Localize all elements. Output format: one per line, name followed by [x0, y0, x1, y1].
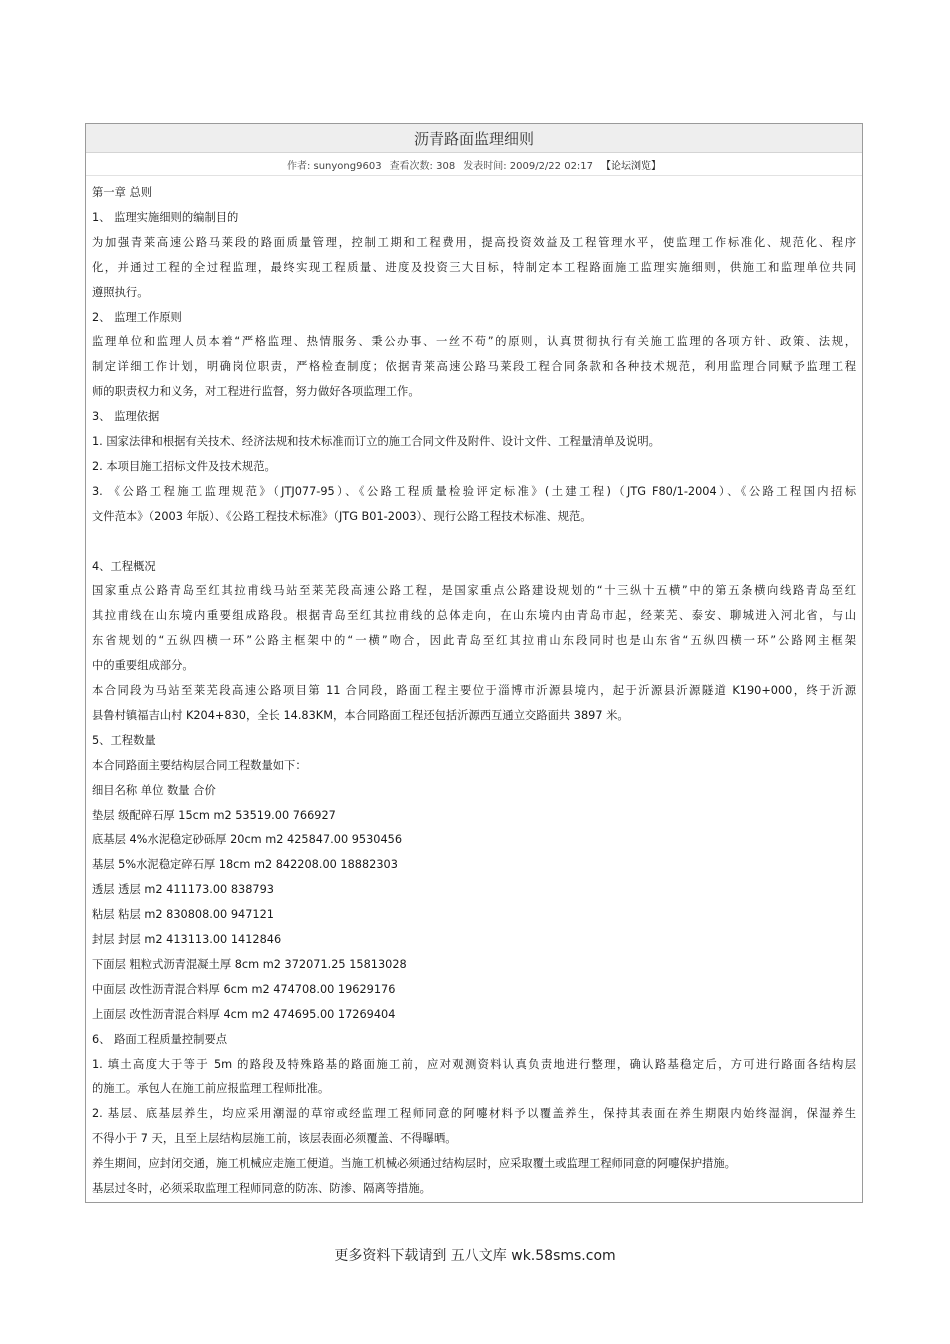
table-row: 透层 透层 m2 411173.00 838793: [92, 883, 274, 897]
text-line: 化，并通过工程的全过程监理，最终实现工程质量、进度及投资三大目标，特制定本工程路面施工监理实施细则，供施工和监理单位共同: [92, 260, 856, 274]
text-line: 1、 监理实施细则的编制目的: [92, 210, 239, 224]
text-line: 东省规划的“五纵四横一环”公路主框架中的“一横”吻合，因此青岛至红其拉甫山东段同时也是山东省“五纵四横一环”公路网主框架: [92, 634, 856, 648]
table-row: 上面层 改性沥青混合料厚 4cm m2 474695.00 17269404: [92, 1007, 396, 1021]
author-label: 作者: sunyong9603: [286, 160, 382, 172]
published-label: 发表时间: 2009/2/22 02:17: [463, 160, 594, 172]
text-line: 1. 填土高度大于等于 5m 的路段及特殊路基的路面施工前，应对观测资料认真负责地进行整理，确认路基稳定后，方可进行路面各结构层: [92, 1057, 856, 1071]
footer-promo: 更多资料下载请到 五八文库 wk.58sms.com: [334, 1248, 616, 1264]
text-line: 遵照执行。: [92, 285, 149, 299]
table-row: 中面层 改性沥青混合料厚 6cm m2 474708.00 19629176: [92, 982, 396, 996]
text-line: 3、 监理依据: [92, 410, 160, 424]
table-row: 基层 5%水泥稳定碎石厚 18cm m2 842208.00 18882303: [92, 858, 398, 872]
text-line: 的施工。承包人在施工前应报监理工程师批准。: [92, 1082, 330, 1096]
text-line: 制定详细工作计划，明确岗位职责，严格检查制度；依据青莱高速公路马莱段工程合同条款和各种技术规范，利用监理合同赋予监理工程: [92, 360, 856, 374]
text-line: 中的重要组成部分。: [92, 659, 194, 673]
text-line: 第一章 总则: [92, 186, 153, 199]
text-line: 为加强青莱高速公路马莱段的路面质量管理，控制工期和工程费用，提高投资效益及工程管理水平，使监理工作标准化、规范化、程序: [92, 235, 856, 249]
text-line: 2、 监理工作原则: [92, 310, 182, 324]
article-title: 沥青路面监理细则: [86, 124, 862, 153]
article-frame: [85, 123, 863, 1203]
text-line: 2. 本项目施工招标文件及技术规范。: [92, 459, 276, 473]
text-line: 4、工程概况: [92, 559, 156, 573]
text-line: 本合同路面主要结构层合同工程数量如下：: [92, 758, 307, 772]
text-line: 国家重点公路青岛至红其拉甫线马站至莱芜段高速公路工程，是国家重点公路建设规划的“十三纵十五横”中的第五条横向线路青岛至红: [92, 584, 856, 598]
table-row: 垫层 级配碎石厚 15cm m2 53519.00 766927: [92, 808, 336, 822]
text-line: 师的职责权力和义务，对工程进行监督，努力做好各项监理工作。: [92, 385, 420, 399]
article-body: [86, 176, 862, 1202]
table-header-line: 细目名称 单位 数量 合价: [92, 783, 216, 797]
text-line: 县鲁村镇福吉山村 K204+830，全长 14.83KM，本合同路面工程还包括沂源西互通立交路面共 3897 米。: [92, 708, 629, 722]
blank-line: [92, 530, 856, 555]
text-line: 2. 基层、底基层养生，均应采用潮湿的草帘或经监理工程师同意的阿嚏材料予以覆盖养生，保持其表面在养生期限内始终湿润，保湿养生: [92, 1107, 856, 1121]
text-line: 6、 路面工程质量控制要点: [92, 1032, 228, 1046]
table-row: 底基层 4%水泥稳定砂砾厚 20cm m2 425847.00 9530456: [92, 833, 403, 847]
text-line: 基层过冬时，必须采取监理工程师同意的防冻、防渗、隔离等措施。: [92, 1182, 431, 1196]
table-row: 下面层 粗粒式沥青混凝土厚 8cm m2 372071.25 15813028: [92, 957, 407, 971]
text-line: 监理单位和监理人员本着“严格监理、热情服务、秉公办事、一丝不苟”的原则，认真贯彻执行有关施工监理的各项方针、政策、法规，: [92, 335, 856, 349]
table-row: 封层 封层 m2 413113.00 1412846: [92, 933, 282, 947]
forum-view-link[interactable]: 【论坛浏览】: [601, 160, 662, 172]
text-line: 5、工程数量: [92, 733, 156, 747]
text-line: 其拉甫线在山东境内重要组成路段。根据青岛至红其拉甫线的总体走向，在山东境内由青岛市起，经莱芜、泰安、聊城进入河北省，与山: [92, 609, 856, 623]
text-line: 养生期间，应封闭交通，施工机械应走施工便道。当施工机械必须通过结构层时，应采取覆土或监理工程师同意的阿嚏保护措施。: [92, 1157, 736, 1171]
article-meta: [86, 153, 862, 176]
text-line: 1. 国家法律和根据有关技术、经济法规和技术标准而订立的施工合同文件及附件、设计文件、工程量清单及说明。: [92, 435, 660, 448]
table-row: 粘层 粘层 m2 830808.00 947121: [92, 908, 274, 922]
text-line: 文件范本》（2003 年版）、《公路工程技术标准》（JTG B01-2003）、现行公路工程技术标准、规范。: [92, 509, 592, 523]
views-label: 查看次数: 308: [389, 160, 456, 172]
text-line: 不得小于 7 天，且至上层结构层施工前，该层表面必须覆盖、不得曝晒。: [92, 1132, 457, 1146]
text-line: 3. 《公路工程施工监理规范》（JTJ077-95）、《公路工程质量检验评定标准》(土建工程)（JTG F80/1-2004）、《公路工程国内招标: [92, 484, 856, 498]
text-line: 本合同段为马站至莱芜段高速公路项目第 11 合同段，路面工程主要位于淄博市沂源县境内，起于沂源县沂源隧道 K190+000，终于沂源: [92, 683, 856, 697]
